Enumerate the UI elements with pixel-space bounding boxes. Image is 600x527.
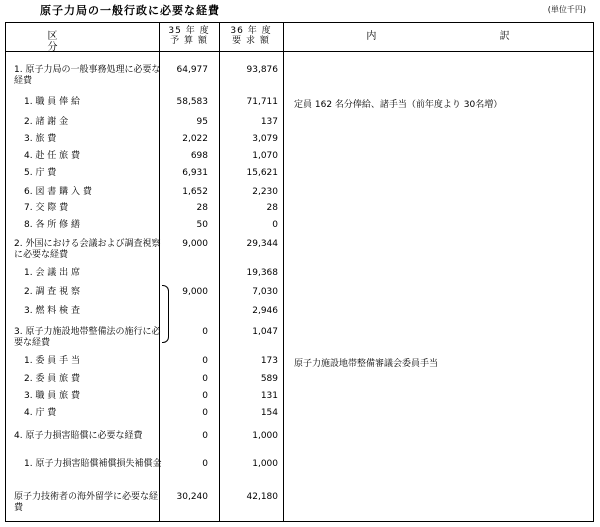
row-label: 2. 外国における会議および調査視察に必要な経費 [14,239,161,260]
value-36: 154 [260,408,278,418]
row-label: 3. 職 員 旅 費 [24,391,81,401]
value-36: 15,621 [246,168,278,178]
value-35: 58,583 [176,97,208,107]
header-kubun: 区 分 [47,31,118,53]
row-label: 1. 委 員 手 当 [24,356,81,366]
value-35: 30,240 [176,492,208,502]
value-36: 131 [260,391,278,401]
value-35: 6,931 [182,168,208,178]
row-label: 4. 原子力損害賠償に必要な経費 [14,431,143,441]
row-note: 定員 162 名分俸給、諸手当（前年度より 30名増） [294,100,503,110]
value-35: 64,977 [176,65,208,75]
row-label: 5. 庁 費 [24,168,57,178]
value-36: 2,230 [252,187,278,197]
row-label: 3. 燃 料 検 査 [24,306,81,316]
value-36: 0 [272,220,278,230]
value-35: 0 [202,459,208,469]
row-label: 3. 原子力施設地帯整備法の施行に必要な経費 [14,327,161,348]
row-label: 1. 職 員 俸 給 [24,97,81,107]
table-row [6,488,593,512]
value-35: 0 [202,356,208,366]
row-label: 2. 調 査 視 察 [24,287,81,297]
value-36: 1,047 [252,327,278,337]
value-35: 1,652 [182,187,208,197]
value-36: 173 [260,356,278,366]
table-row [6,455,593,479]
table-row [6,61,593,85]
value-36: 19,368 [246,268,278,278]
table-row [6,404,593,428]
row-label: 原子力技術者の海外留学に必要な経費 [14,492,159,513]
value-35: 9,000 [182,287,208,297]
row-label: 4. 赴 任 旅 費 [24,151,81,161]
header-uchiwake: 内 訳 [366,31,510,42]
value-36: 7,030 [252,287,278,297]
row-label: 1. 会 議 出 席 [24,268,81,278]
row-label: 3. 旅 費 [24,134,57,144]
value-35: 698 [190,151,208,161]
budget-table [5,22,594,522]
value-35: 9,000 [182,239,208,249]
value-36: 3,079 [252,134,278,144]
value-35: 2,022 [182,134,208,144]
value-35: 95 [196,117,208,127]
header-36: 36 年 度 要 求 額 [230,26,272,46]
value-36: 2,946 [252,306,278,316]
value-35: 28 [196,203,208,213]
row-label: 1. 原子力損害賠償補償損失補償金 [24,459,162,469]
value-36: 1,070 [252,151,278,161]
row-label: 8. 各 所 修 繕 [24,220,81,230]
value-35: 0 [202,408,208,418]
value-36: 93,876 [246,65,278,75]
value-36: 71,711 [246,97,278,107]
value-36: 29,344 [246,239,278,249]
page-title: 原子力局の一般行政に必要な経費 [40,4,220,17]
row-label: 4. 庁 費 [24,408,57,418]
table-row [6,427,593,451]
value-35: 0 [202,374,208,384]
table-row [6,235,593,259]
value-36: 137 [260,117,278,127]
row-note: 原子力施設地帯整備審議会委員手当 [294,359,439,369]
value-36: 1,000 [252,459,278,469]
value-35: 0 [202,431,208,441]
row-label: 2. 諸 謝 金 [24,117,69,127]
row-label: 1. 原子力局の一般事務処理に必要な経費 [14,65,161,86]
row-label: 2. 委 員 旅 費 [24,374,81,384]
unit-label: (単位千円) [547,5,586,14]
value-36: 42,180 [246,492,278,502]
value-36: 589 [260,374,278,384]
value-35: 0 [202,391,208,401]
header-35: 35 年 度 予 算 額 [168,26,210,46]
group-brace [162,285,169,343]
row-label: 6. 図 書 購 入 費 [24,187,92,197]
value-35: 50 [196,220,208,230]
row-label: 7. 交 際 費 [24,203,69,213]
value-36: 1,000 [252,431,278,441]
value-36: 28 [266,203,278,213]
table-row [6,323,593,347]
value-35: 0 [202,327,208,337]
